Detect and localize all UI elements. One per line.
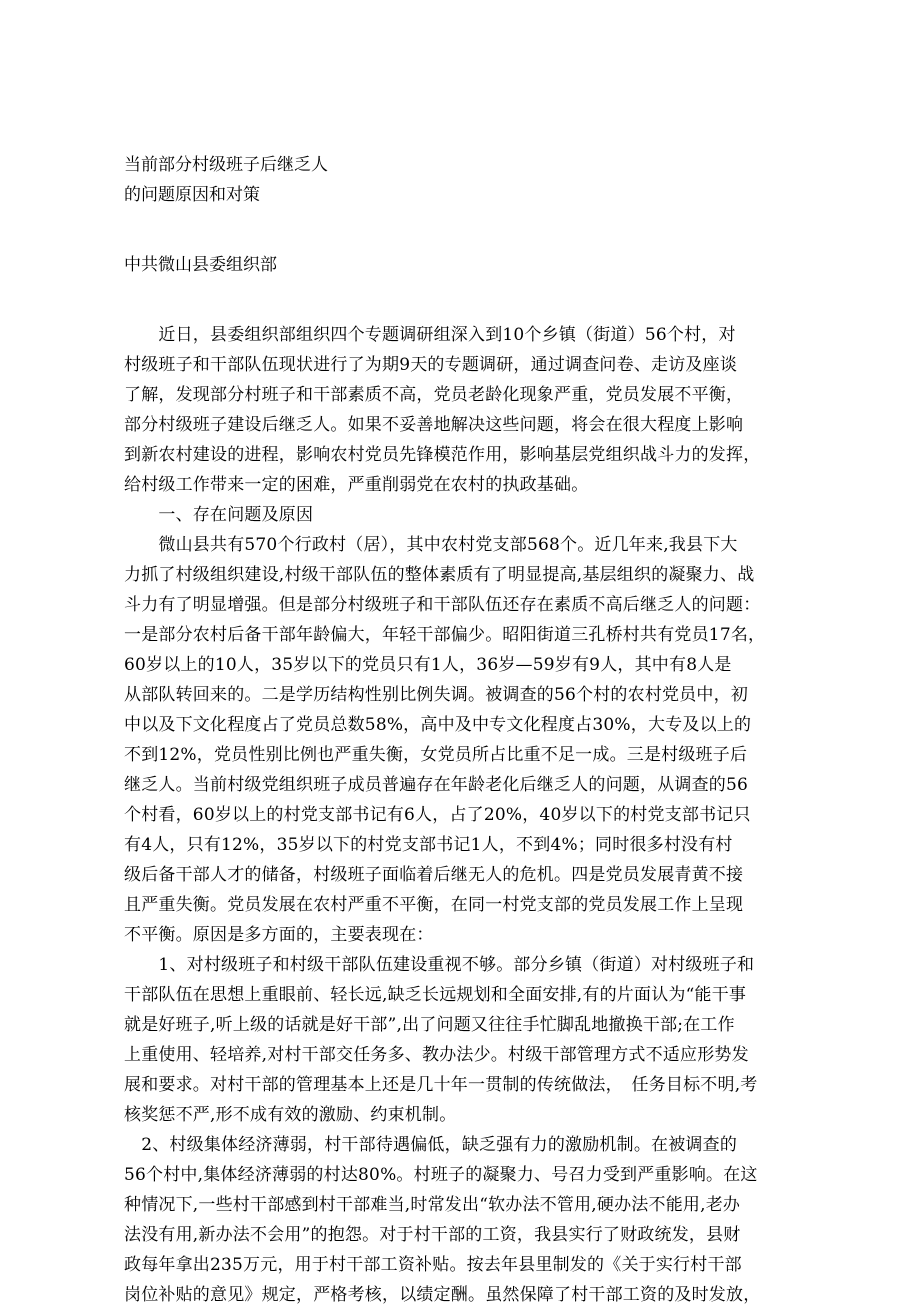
document-body (124, 320, 804, 1310)
text-line: 岗位补贴的意见》规定，严格考核，以绩定酬。虽然保障了村干部工资的及时发放， (124, 1285, 761, 1305)
document-title (124, 150, 804, 210)
text-line: 上重使用、轻培养,对村干部交任务多、教办法少。村级干部管理方式不适应形势发 (124, 1045, 749, 1065)
text-line: 且严重失衡。党员发展在农村严重不平衡，在同一村党支部的党员发展工作上呈现 (124, 895, 744, 915)
text-line: 一是部分农村后备干部年龄偏大，年轻干部偏少。昭阳街道三孔桥村共有党员17名， (124, 625, 766, 645)
text-line: 到新农村建设的进程，影响农村党员先锋模范作用，影响基层党组织战斗力的发挥， (124, 445, 761, 465)
text-line: 个村看，60岁以上的村党支部书记有6人，占了20%，40岁以下的村党支部书记只 (124, 805, 751, 825)
paragraph (124, 500, 804, 530)
text-line: 60岁以上的10人，35岁以下的党员只有1人，36岁—59岁有9人，其中有8人是 (124, 655, 732, 675)
text-line: 村级班子和干部队伍现状进行了为期9天的专题调研，通过调查问卷、走访及座谈 (124, 355, 738, 375)
text-line: 有4人，只有12%，35岁以下的村党支部书记1人，不到4%；同时很多村没有村 (124, 835, 733, 855)
text-line: 从部队转回来的。二是学历结构性别比例失调。被调查的56个村的农村党员中，初 (124, 685, 749, 705)
text-line: 1、对村级班子和村级干部队伍建设重视不够。部分乡镇（街道）对村级班子和 (124, 955, 755, 975)
document-page (124, 150, 804, 1310)
text-line: 部分村级班子建设后继乏人。如果不妥善地解决这些问题，将会在很大程度上影响 (124, 415, 744, 435)
text-line: 近日，县委组织部组织四个专题调研组深入到10个乡镇（街道）56个村，对 (124, 325, 736, 345)
text-line: 2、村级集体经济薄弱，村干部待遇偏低，缺乏强有力的激励机制。在被调查的 (124, 1135, 738, 1155)
text-line: 斗力有了明显增强。但是部分村级班子和干部队伍还存在素质不高后继乏人的问题： (124, 595, 761, 615)
text-line: 政每年拿出235万元，用于村干部工资补贴。按去年县里制发的《关于实行村干部 (124, 1255, 742, 1275)
text-line: 级后备干部人才的储备，村级班子面临着后继无人的危机。四是党员发展青黄不接 (124, 865, 744, 885)
author-organization: 中共微山县委组织部 (124, 255, 277, 275)
paragraph (124, 950, 804, 1130)
paragraph (124, 1130, 804, 1310)
text-line: 就是好班子,听上级的话就是好干部”,出了问题又往往手忙脚乱地撤换干部;在工作 (124, 1015, 735, 1035)
text-line: 法没有用,新办法不会用”的抱怨。对于村干部的工资，我县实行了财政统发，县财 (124, 1225, 741, 1245)
text-line: 56个村中,集体经济薄弱的村达80%。村班子的凝聚力、号召力受到严重影响。在这 (124, 1165, 758, 1185)
text-line: 种情况下,一些村干部感到村干部难当,时常发出“软办法不管用,硬办法不能用,老办 (124, 1195, 741, 1215)
text-line: 干部队伍在思想上重眼前、轻长远,缺乏长远规划和全面安排,有的片面认为“能干事 (124, 985, 747, 1005)
text-line: 中以及下文化程度占了党员总数58%，高中及中专文化程度占30%，大专及以上的 (124, 715, 752, 735)
text-line: 展和要求。对村干部的管理基本上还是几十年一贯制的传统做法， 任务目标不明,考 (124, 1075, 758, 1095)
text-line: 了解，发现部分村班子和干部素质不高，党员老龄化现象严重，党员发展不平衡， (124, 385, 744, 405)
text-line: 一、存在问题及原因 (124, 505, 314, 525)
text-line: 不平衡。原因是多方面的，主要表现在： (124, 925, 434, 945)
text-line: 继乏人。当前村级党组织班子成员普遍存在年龄老化后继乏人的问题，从调查的56 (124, 775, 749, 795)
text-line: 微山县共有570个行政村（居），其中农村党支部568个。近几年来,我县下大 (124, 535, 738, 555)
text-line: 给村级工作带来一定的困难，严重削弱党在农村的执政基础。 (124, 475, 589, 495)
title-line-1: 当前部分村级班子后继乏人 (124, 155, 328, 175)
title-line-2: 的问题原因和对策 (124, 185, 260, 205)
paragraph (124, 530, 804, 950)
text-line: 不到12%，党员性别比例也严重失衡，女党员所占比重不足一成。三是村级班子后 (124, 745, 748, 765)
text-line: 核奖惩不严,形不成有效的激励、约束机制。 (124, 1105, 457, 1125)
text-line: 力抓了村级组织建设,村级干部队伍的整体素质有了明显提高,基层组织的凝聚力、战 (124, 565, 755, 585)
paragraph (124, 320, 804, 500)
